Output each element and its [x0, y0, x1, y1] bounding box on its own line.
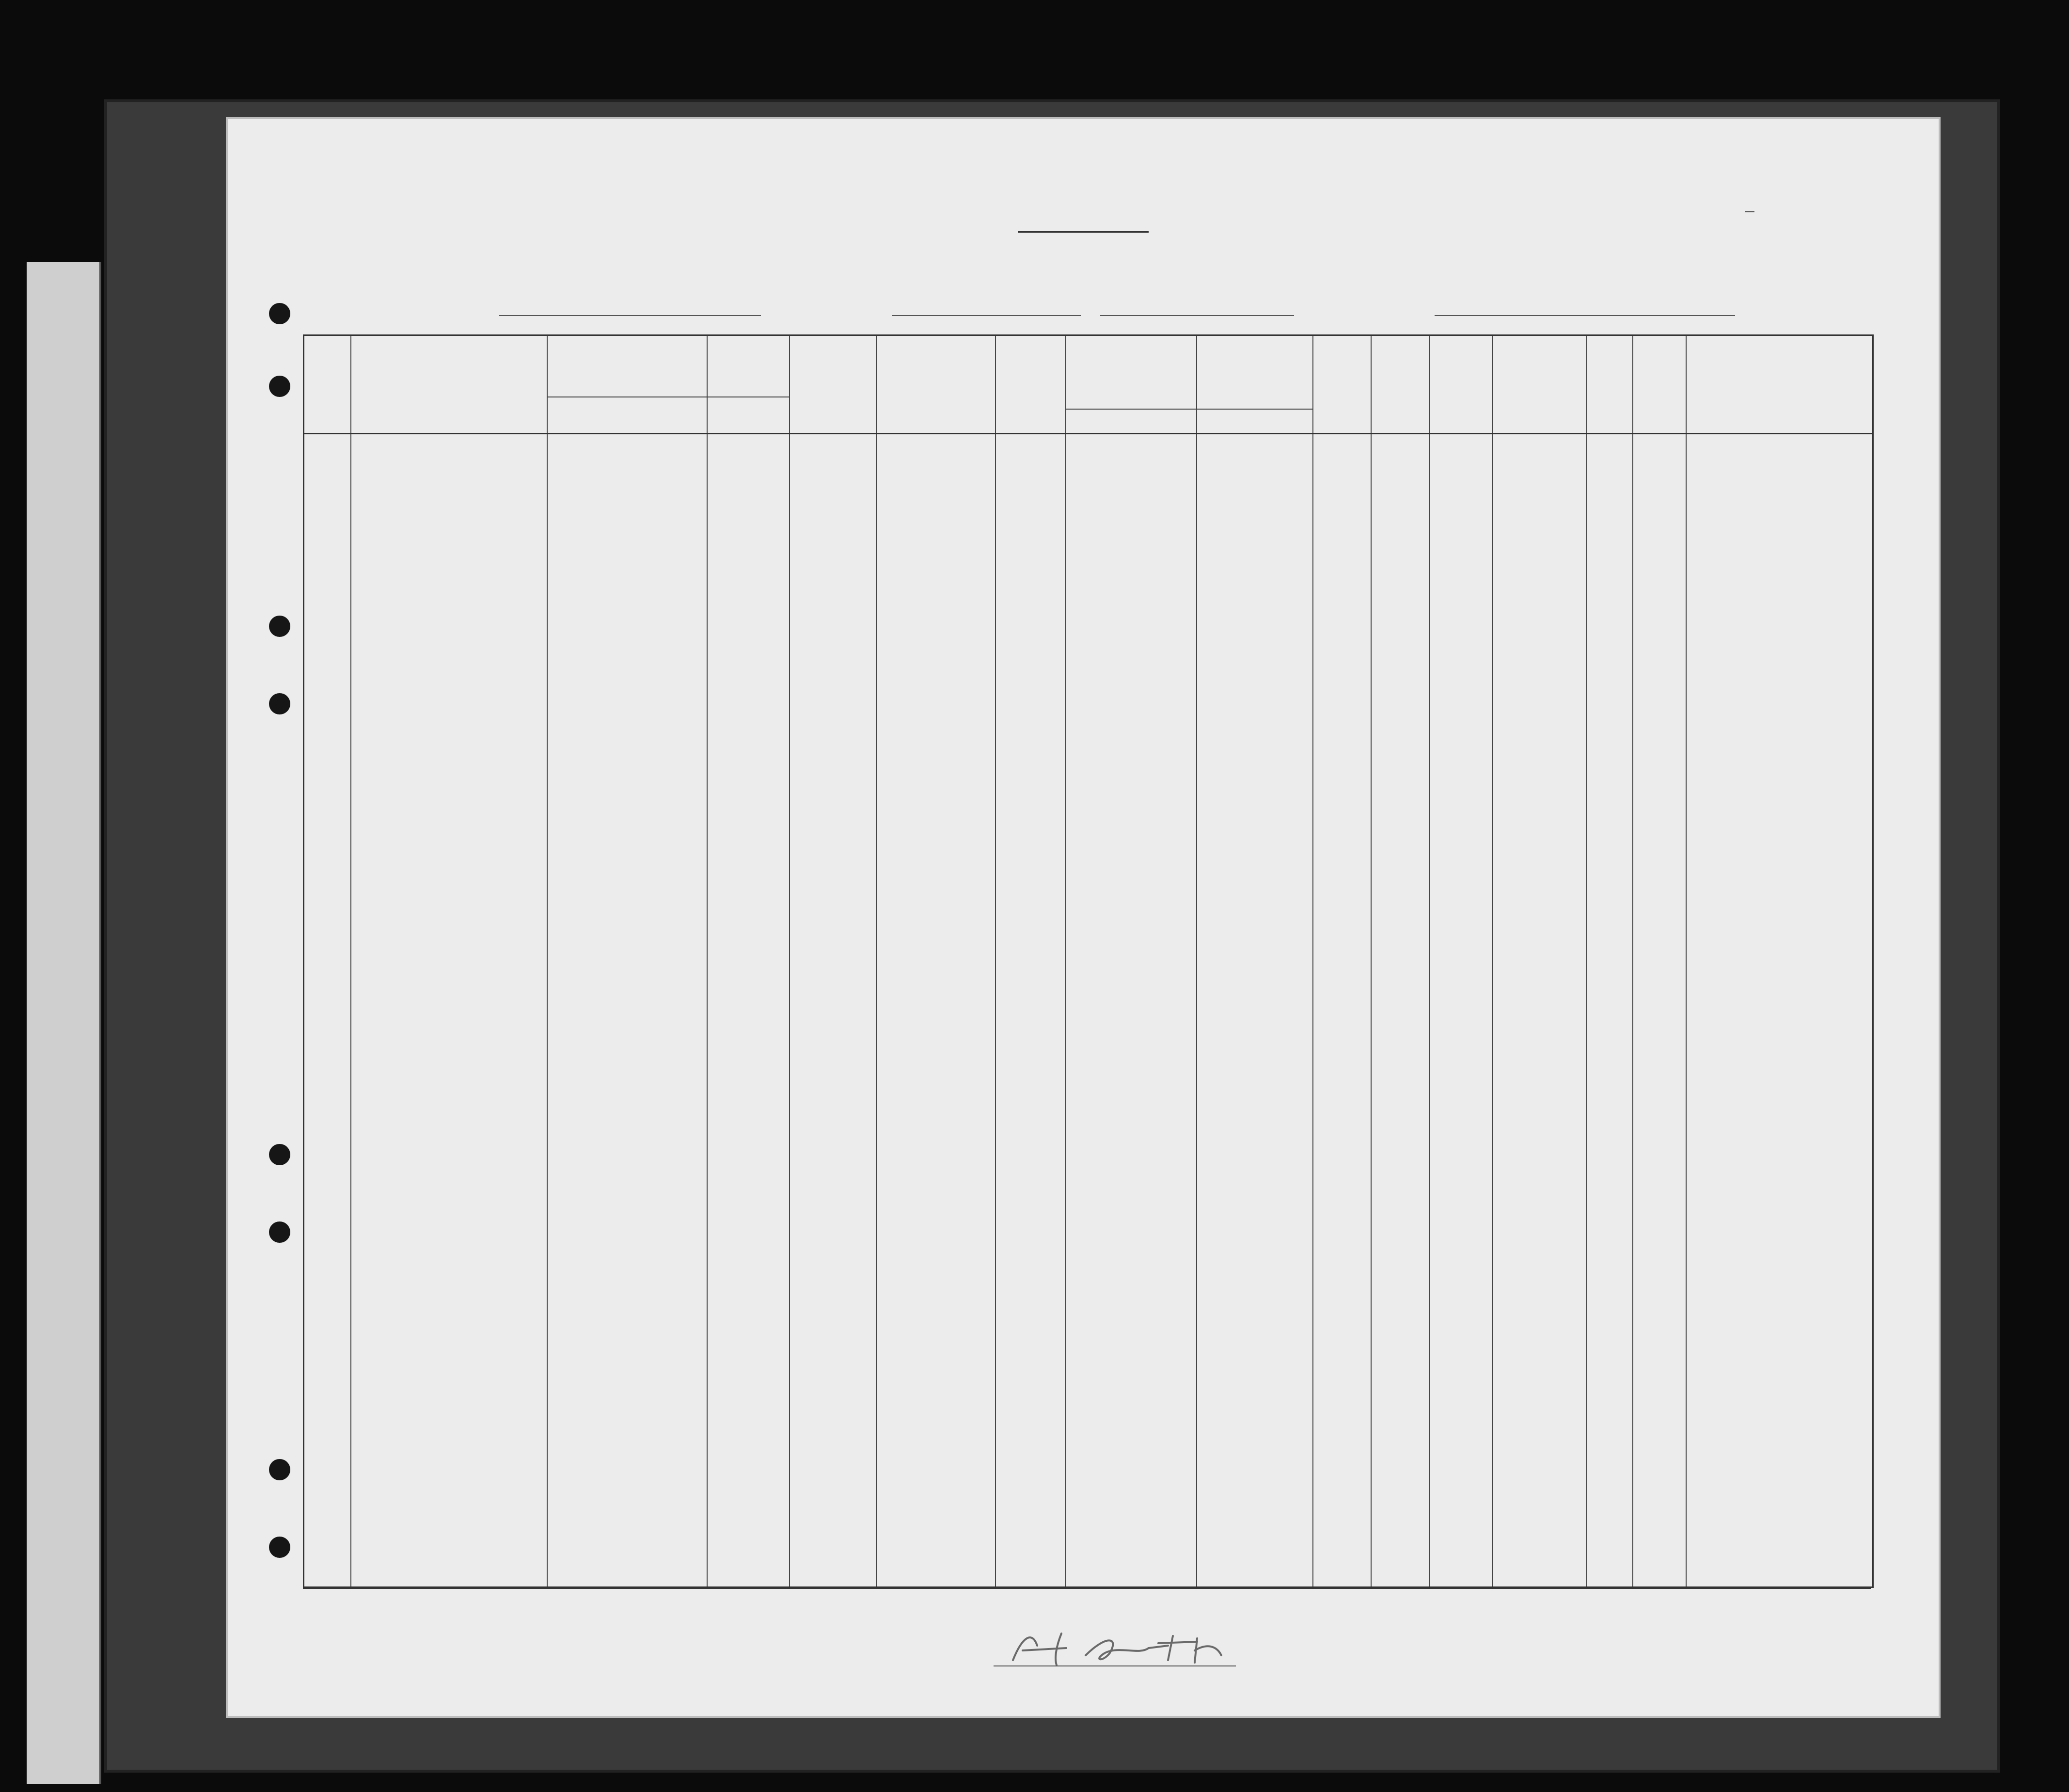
- column-divider: [1632, 336, 1633, 1586]
- column-divider: [1196, 336, 1197, 1586]
- punch-hole: [269, 1144, 290, 1165]
- adjacent-page-edge: [27, 262, 101, 1784]
- title-rule: [1018, 231, 1149, 233]
- punch-hole: [269, 376, 290, 397]
- inspector-signature: [994, 1626, 1236, 1670]
- column-divider: [350, 336, 351, 1586]
- column-divider: [1065, 336, 1066, 1586]
- manifest-footer: [228, 1587, 1939, 1713]
- sheet-number: [1735, 187, 1754, 211]
- subheader-rule: [1065, 409, 1312, 410]
- column-divider: [789, 336, 790, 1586]
- subheader-rule: [547, 396, 789, 397]
- punch-hole: [269, 693, 290, 714]
- header-rule: [304, 433, 1872, 434]
- column-divider: [1686, 336, 1687, 1586]
- column-divider: [995, 336, 996, 1586]
- column-divider: [1429, 336, 1430, 1586]
- column-divider: [1371, 336, 1372, 1586]
- column-divider: [1312, 336, 1313, 1586]
- manifest-page: [228, 119, 1939, 1716]
- column-divider: [1492, 336, 1493, 1586]
- column-divider: [1586, 336, 1587, 1586]
- punch-hole: [269, 1537, 290, 1558]
- punch-hole: [269, 1221, 290, 1243]
- column-divider: [876, 336, 877, 1586]
- vessel-line: [228, 291, 1939, 320]
- column-divider: [547, 336, 548, 1586]
- crew-table: [303, 334, 1874, 1588]
- punch-hole: [269, 616, 290, 637]
- column-divider: [707, 336, 708, 1586]
- punch-hole: [269, 1459, 290, 1480]
